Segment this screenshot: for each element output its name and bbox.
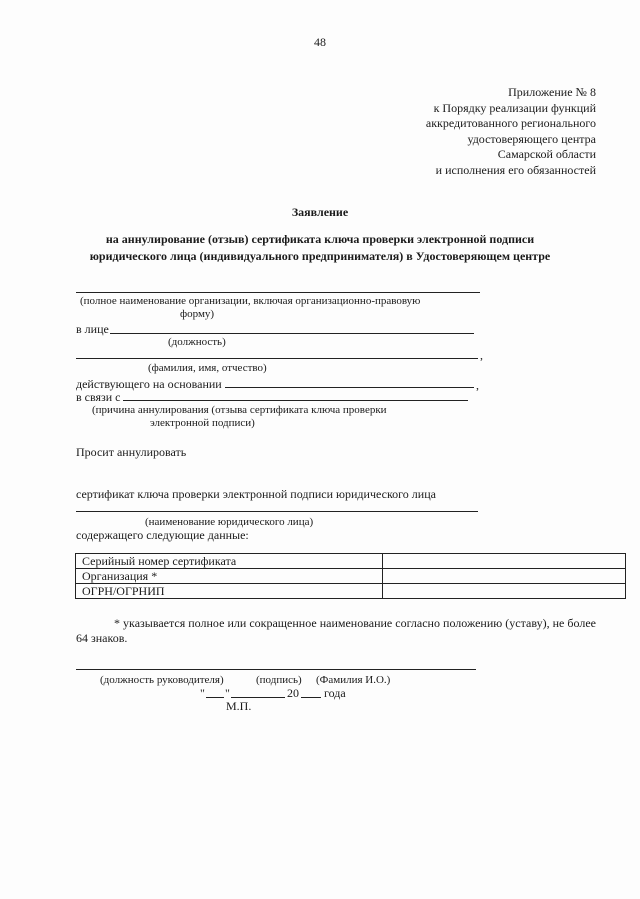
table-row <box>76 554 626 569</box>
year-line[interactable] <box>301 697 321 698</box>
basis-line[interactable] <box>225 387 474 388</box>
reason-line[interactable] <box>123 400 468 401</box>
table-value-cell[interactable] <box>383 569 626 584</box>
subtitle-line-1: на аннулирование (отзыв) сертификата ключа проверки электронной подписи <box>105 232 535 246</box>
basis-label: действующего на основании <box>76 377 222 391</box>
table-row <box>76 569 626 584</box>
full-name-hint: (фамилия, имя, отчество) <box>148 362 267 374</box>
day-line[interactable] <box>206 697 224 698</box>
document-subtitle <box>0 231 640 265</box>
year-suffix: года <box>324 686 346 700</box>
name-initials-hint: (Фамилия И.О.) <box>316 674 391 686</box>
appendix-line: и исполнения его обязанностей <box>435 162 596 177</box>
appendix-line: удостоверяющего центра <box>467 131 596 146</box>
year-prefix: 20 <box>287 686 299 700</box>
appendix-line: к Порядку реализации функций <box>433 100 596 115</box>
certificate-text: сертификат ключа проверки электронной подписи юридического лица <box>76 487 436 501</box>
org-name-hint-cont: форму) <box>180 308 215 320</box>
org-name-hint: (полное наименование организации, включая организационно-правовую <box>80 295 421 307</box>
request-text: Просит аннулировать <box>76 445 187 459</box>
certificate-data-table <box>75 553 626 599</box>
appendix-block <box>426 85 596 178</box>
comma: , <box>480 348 483 362</box>
subtitle-line-2: юридического лица (индивидуального предпринимателя) в Удостоверяющем центре <box>89 249 551 263</box>
document-title: Заявление <box>291 205 349 219</box>
date-quote-open: " <box>200 686 205 700</box>
appendix-line: Самарской области <box>497 147 596 161</box>
full-name-line[interactable] <box>76 358 478 359</box>
reason-hint: (причина аннулирования (отзыва сертификата ключа проверки <box>92 404 387 416</box>
table-value-cell[interactable] <box>383 554 626 569</box>
org-name-line[interactable] <box>76 292 480 293</box>
appendix-line: аккредитованного регионального <box>425 116 596 130</box>
comma: , <box>476 378 479 392</box>
reason-label: в связи с <box>76 390 121 404</box>
table-label-cell: Серийный номер сертификата <box>76 554 383 569</box>
month-line[interactable] <box>231 697 285 698</box>
table-label-cell: Организация * <box>76 569 383 584</box>
page-number: 48 <box>314 35 326 49</box>
date-quote-close: " <box>225 686 230 700</box>
position-line[interactable] <box>110 333 474 334</box>
table-label-cell: ОГРН/ОГРНИП <box>76 584 383 599</box>
table-value-cell[interactable] <box>383 584 626 599</box>
reason-hint-cont: электронной подписи) <box>150 417 255 429</box>
table-row <box>76 584 626 599</box>
position-hint: (должность) <box>168 336 226 348</box>
data-intro: содержащего следующие данные: <box>76 528 249 542</box>
signature-line[interactable] <box>76 669 476 670</box>
entity-name-hint: (наименование юридического лица) <box>145 516 314 528</box>
footnote: * указывается полное или сокращенное наименование согласно положению (уставу), не более 64 знаков. <box>76 616 596 645</box>
stamp-place: М.П. <box>226 699 252 713</box>
signature-hint: (подпись) <box>256 674 302 686</box>
appendix-line: Приложение № 8 <box>508 85 596 99</box>
entity-name-line[interactable] <box>76 511 478 512</box>
in-person-label: в лице <box>76 322 109 336</box>
manager-position-hint: (должность руководителя) <box>100 674 224 686</box>
